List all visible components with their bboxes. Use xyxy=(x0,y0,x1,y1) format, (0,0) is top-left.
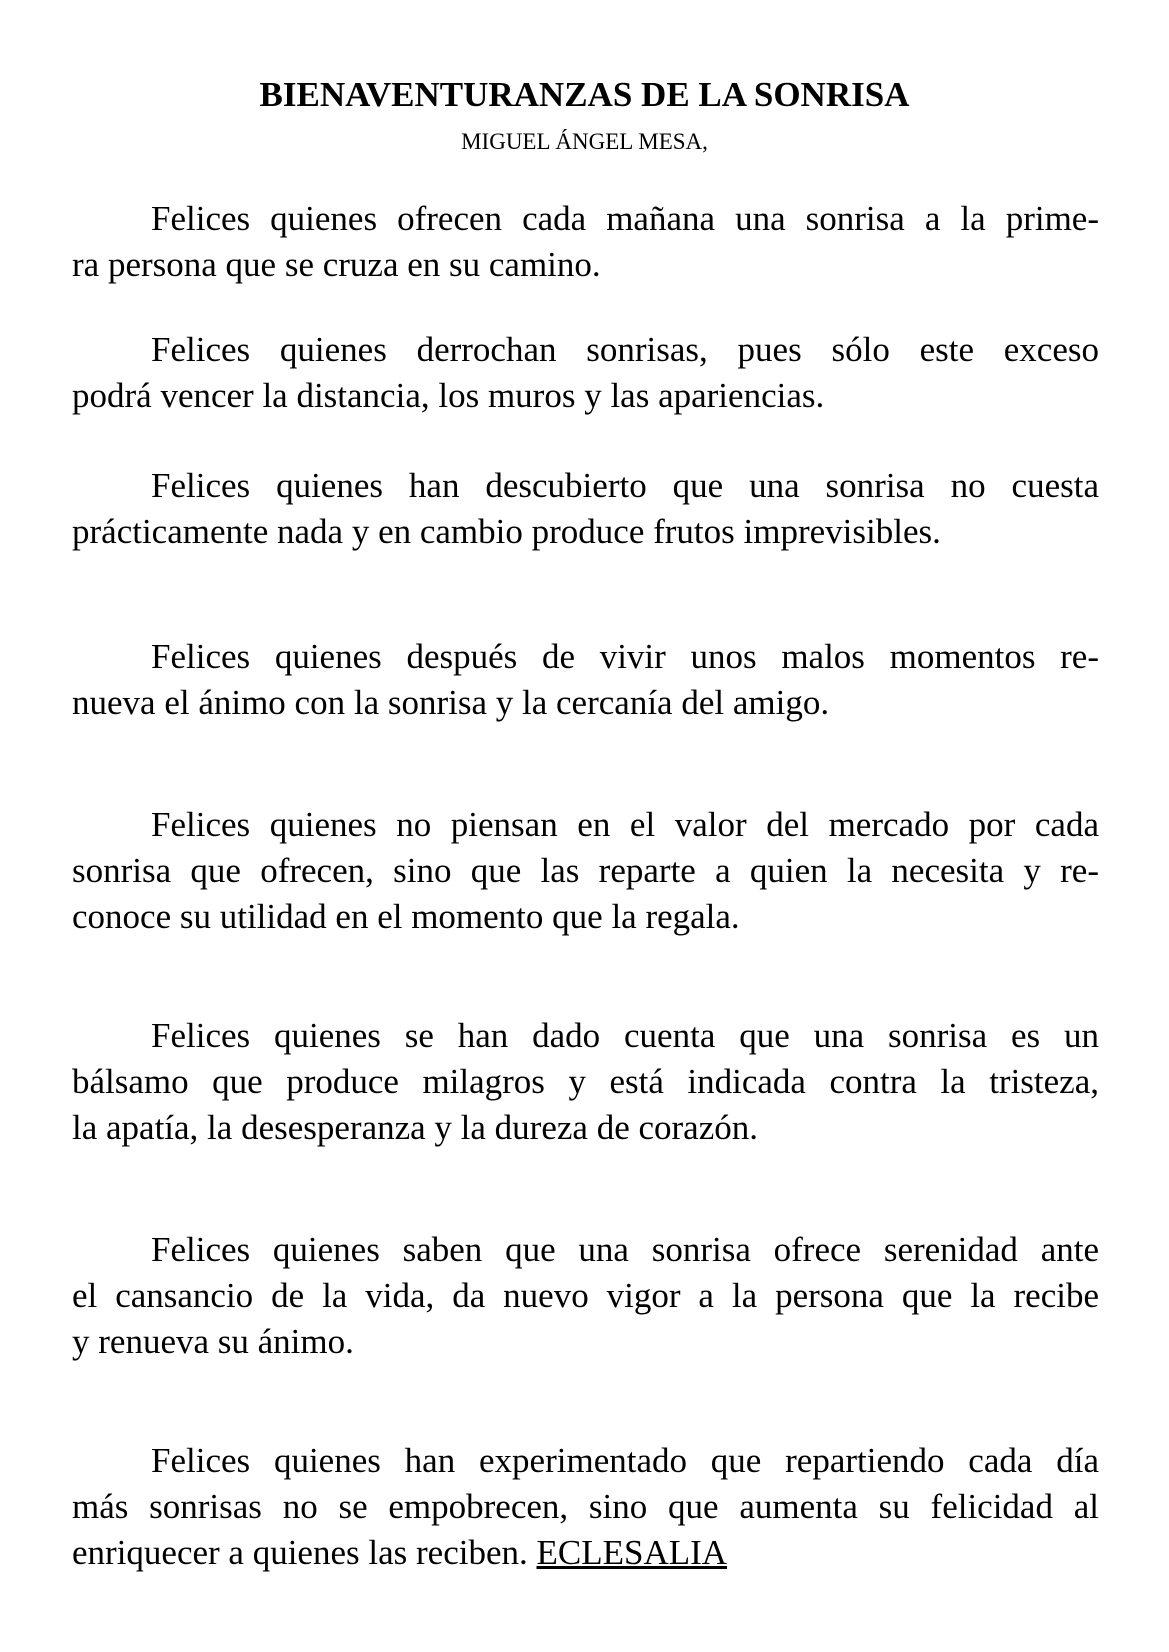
paragraph-line: nueva el ánimo con la sonrisa y la cercanía del amigo. xyxy=(72,683,830,722)
paragraph-line: el cansancio de la vida, da nuevo vigor a la persona que la recibe xyxy=(72,1276,1099,1315)
paragraph-5 xyxy=(72,802,1099,940)
paragraph-1 xyxy=(72,196,1099,288)
paragraph-line: sonrisa que ofrecen, sino que las reparte a quien la necesita y re- xyxy=(72,851,1099,890)
paragraph-line: la apatía, la desesperanza y la dureza de corazón. xyxy=(72,1108,758,1147)
paragraph-line: Felices quienes han experimentado que repartiendo cada día xyxy=(151,1441,1099,1480)
paragraph-2 xyxy=(72,327,1099,419)
paragraph-line: podrá vencer la distancia, los muros y las apariencias. xyxy=(72,376,825,415)
paragraph-line: ra persona que se cruza en su camino. xyxy=(72,245,601,284)
paragraph-line: conoce su utilidad en el momento que la regala. xyxy=(72,897,740,936)
paragraph-line: Felices quienes saben que una sonrisa ofrece serenidad ante xyxy=(151,1230,1099,1269)
paragraph-line-text: enriquecer a quienes las reciben. xyxy=(72,1533,537,1572)
paragraph-line: Felices quienes no piensan en el valor del mercado por cada xyxy=(151,805,1099,844)
paragraph-6 xyxy=(72,1013,1099,1151)
paragraph-line: Felices quienes han descubierto que una sonrisa no cuesta xyxy=(151,466,1099,505)
paragraph-line: más sonrisas no se empobrecen, sino que aumenta su felicidad al xyxy=(72,1487,1099,1526)
paragraph-3 xyxy=(72,463,1099,555)
document-author: MIGUEL ÁNGEL MESA, xyxy=(461,129,708,154)
paragraph-8 xyxy=(72,1438,1099,1576)
paragraph-line: bálsamo que produce milagros y está indicada contra la tristeza, xyxy=(72,1062,1099,1101)
paragraph-line: Felices quienes después de vivir unos malos momentos re- xyxy=(151,637,1099,676)
paragraph-line: y renueva su ánimo. xyxy=(72,1322,354,1361)
document-title: BIENAVENTURANZAS DE LA SONRISA xyxy=(259,75,910,114)
paragraph-last-line xyxy=(72,1530,1099,1576)
paragraph-4 xyxy=(72,634,1099,726)
paragraph-line: prácticamente nada y en cambio produce frutos imprevisibles. xyxy=(72,512,941,551)
eclesalia-link[interactable]: ECLESALIA xyxy=(536,1533,728,1572)
paragraph-line: Felices quienes derrochan sonrisas, pues sólo este exceso xyxy=(151,330,1099,369)
paragraph-line: Felices quienes se han dado cuenta que una sonrisa es un xyxy=(151,1016,1099,1055)
paragraph-7 xyxy=(72,1227,1099,1365)
paragraph-line: Felices quienes ofrecen cada mañana una sonrisa a la prime- xyxy=(151,199,1099,238)
